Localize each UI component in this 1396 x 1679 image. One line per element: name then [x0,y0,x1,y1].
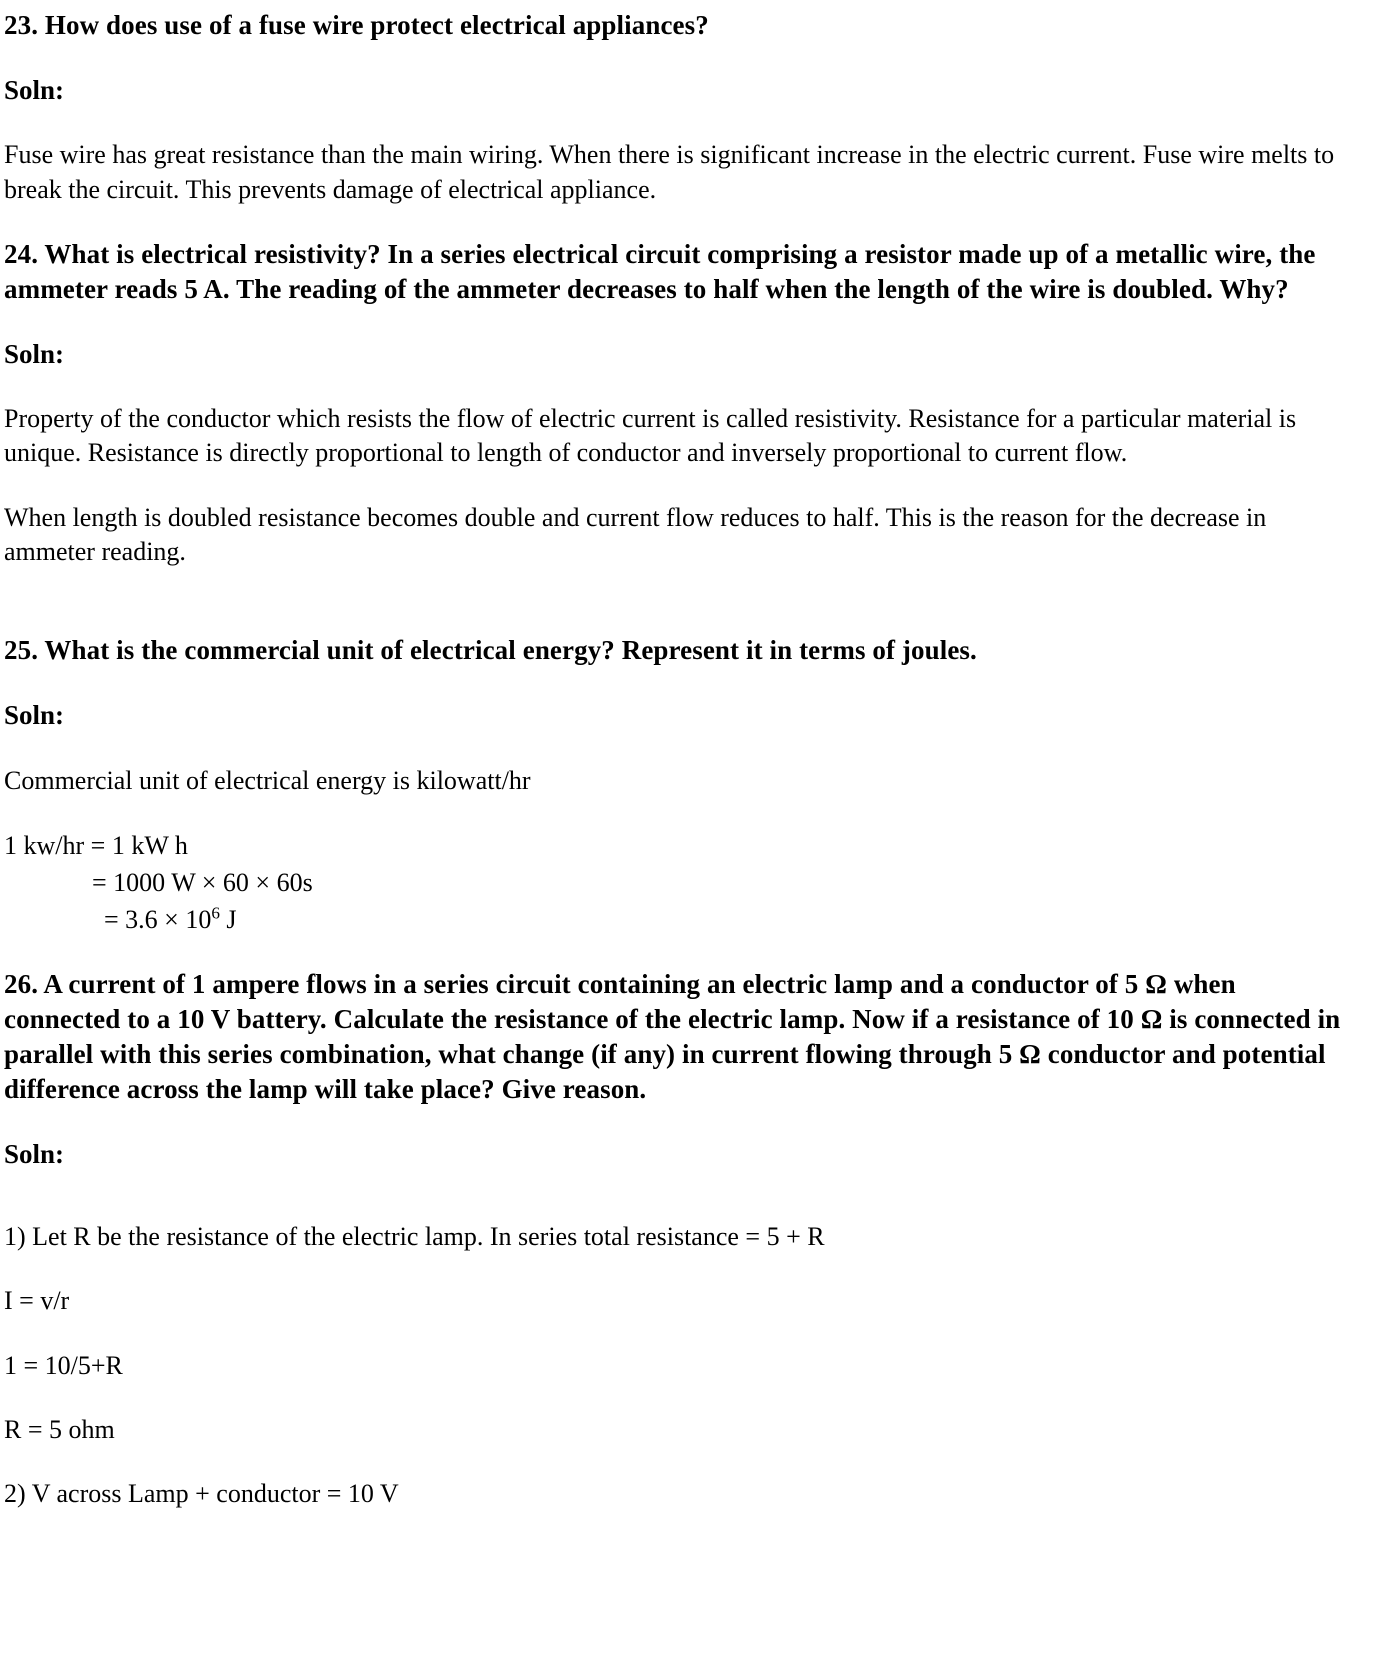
answer-24-paragraph-1: Property of the conductor which resists the flow of electric current is called resistivity. Resistance for a particular material is unique. Resistance is directly proportional to length of conductor and inversely proportional to current flow. [4,404,1297,468]
section-spacer [4,599,1348,633]
answer-26-formula: I = v/r [4,1286,70,1316]
answer-25-calculation [4,828,1348,939]
question-23: 23. How does use of a fuse wire protect electrical appliances? [4,10,709,40]
calculation-line-3-prefix: = 3.6 × 10 [104,904,212,934]
answer-26-spacer [4,1202,1348,1220]
soln-label-24: Soln: [4,339,65,369]
answer-26-step-2: 2) V across Lamp + conductor = 10 V [4,1479,399,1509]
question-26: 26. A current of 1 ampere flows in a series circuit containing an electric lamp and a conductor of 5 Ω when connected to a 10 V battery. Calculate the resistance of the electric lamp. Now if a resistance of 10 Ω is connected in parallel with this series combination, what change (if any) in current flowing through 5 Ω conductor and potential difference across the lamp will take place? Give reason. [4,968,1341,1104]
answer-25-paragraph: Commercial unit of electrical energy is kilowatt/hr [4,765,531,795]
calculation-line-3-suffix: J [219,904,237,934]
calculation-line-1: 1 kw/hr = 1 kW h [4,830,188,860]
answer-26-substitution: 1 = 10/5+R [4,1350,123,1380]
answer-23-paragraph: Fuse wire has great resistance than the main wiring. When there is significant increase in the electric current. Fuse wire melts to break the circuit. This prevents damage of electrical appliance. [4,140,1335,204]
soln-label-25: Soln: [4,700,65,731]
question-25: 25. What is the commercial unit of electrical energy? Represent it in terms of joules. [4,635,977,666]
question-24: 24. What is electrical resistivity? In a series electrical circuit comprising a resistor made up of a metallic wire, the ammeter reads 5 A. The reading of the ammeter decreases to half when the length of the wire is doubled. Why? [4,238,1316,304]
soln-label-23: Soln: [4,75,65,106]
answer-26-step-1: 1) Let R be the resistance of the electric lamp. In series total resistance = 5 + R [4,1222,825,1252]
soln-label-26: Soln: [4,1138,65,1169]
calculation-line-2: = 1000 W × 60 × 60s [92,867,313,897]
answer-24-paragraph-2: When length is doubled resistance becomes double and current flow reduces to half. This is the reason for the decrease in ammeter reading. [4,502,1267,567]
answer-26-result: R = 5 ohm [4,1414,115,1444]
calculation-line-3-exponent: 6 [211,903,220,922]
calculation-line-3 [4,902,1348,939]
